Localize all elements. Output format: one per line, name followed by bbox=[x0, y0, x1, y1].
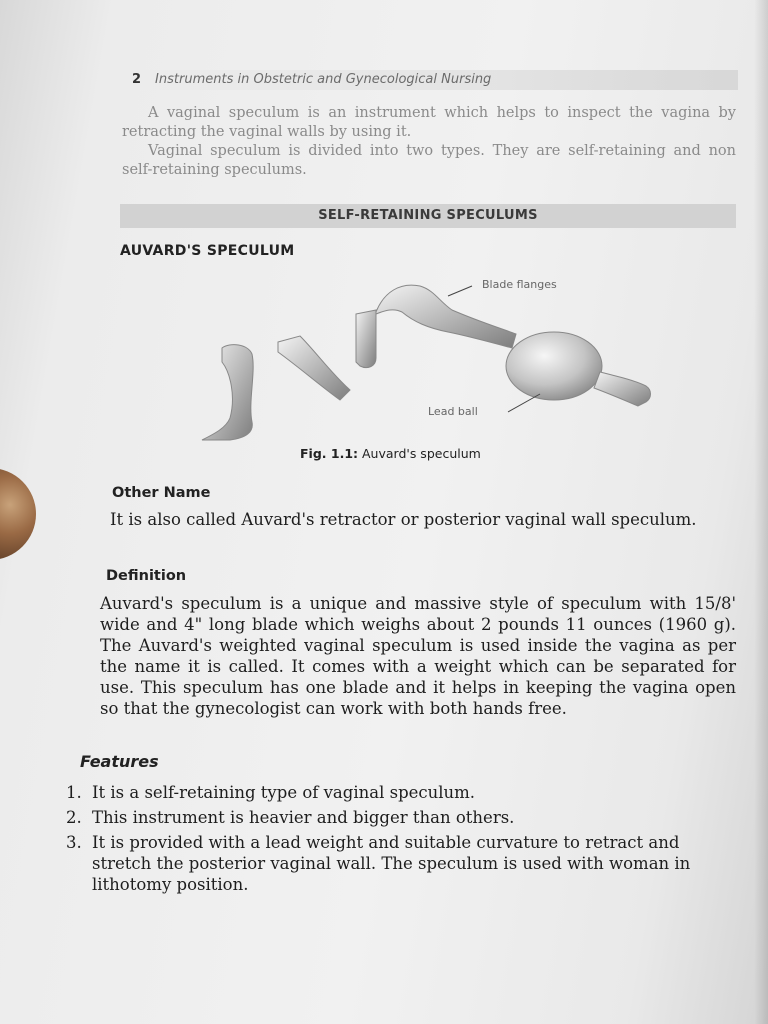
main-speculum bbox=[356, 285, 651, 406]
lead-ball bbox=[506, 332, 602, 400]
auvard-speculum-illustration bbox=[190, 272, 670, 452]
page-number: 2 bbox=[132, 72, 142, 87]
lead-ball-label: Lead ball bbox=[428, 405, 478, 418]
feature-number: 2. bbox=[66, 808, 82, 827]
blade-flanges-label: Blade flanges bbox=[482, 278, 557, 291]
page-edge-shadow bbox=[754, 0, 768, 1024]
other-name-text: It is also called Auvard's retractor or posterior vaginal wall speculum. bbox=[110, 510, 697, 529]
feature-number: 1. bbox=[66, 783, 82, 802]
features-list bbox=[66, 782, 736, 899]
speculum-figure bbox=[190, 272, 670, 452]
feature-text: This instrument is heavier and bigger than others. bbox=[92, 808, 515, 827]
running-head-title: Instruments in Obstetric and Gynecological Nursing bbox=[155, 72, 492, 87]
definition-heading: Definition bbox=[106, 568, 187, 584]
running-head bbox=[120, 70, 738, 90]
intro-paragraph-2: Vaginal speculum is divided into two types. They are self-retaining and non self-retaining speculums. bbox=[122, 143, 736, 178]
intro-text bbox=[122, 104, 736, 180]
feature-number: 3. bbox=[66, 833, 82, 852]
figure-caption bbox=[300, 446, 600, 461]
ball-leader-line bbox=[508, 394, 540, 412]
definition-text: Auvard's speculum is a unique and massive style of speculum with 15/8' wide and 4" long blade which weighs about 2 pounds 11 ounces (1960 g). The Auvard's weighted vaginal speculum is used inside the vagina as per the name it is called. It comes with a weight which can be separated for use. This speculum has one blade and it helps in keeping the vagina open so that the gynecologist can work with both hands free. bbox=[100, 594, 736, 718]
section-heading: SELF-RETAINING SPECULUMS bbox=[120, 204, 736, 228]
features-heading: Features bbox=[80, 752, 159, 771]
feature-item bbox=[66, 782, 736, 803]
figure-caption-text: Auvard's speculum bbox=[362, 446, 481, 461]
subsection-heading: AUVARD'S SPECULUM bbox=[120, 243, 295, 259]
feature-item bbox=[66, 807, 736, 828]
feature-text: It is a self-retaining type of vaginal speculum. bbox=[92, 783, 476, 802]
other-name-heading: Other Name bbox=[112, 485, 211, 501]
side-blade bbox=[202, 336, 350, 440]
intro-paragraph-1: A vaginal speculum is an instrument which helps to inspect the vagina by retracting the vaginal walls by using it. bbox=[122, 105, 736, 140]
feature-item bbox=[66, 832, 736, 895]
figure-caption-number: Fig. 1.1: bbox=[300, 446, 359, 461]
feature-text: It is provided with a lead weight and suitable curvature to retract and stretch the posterior vaginal wall. The speculum is used with woman in lithotomy position. bbox=[92, 833, 691, 894]
blade-leader-line bbox=[448, 286, 472, 296]
